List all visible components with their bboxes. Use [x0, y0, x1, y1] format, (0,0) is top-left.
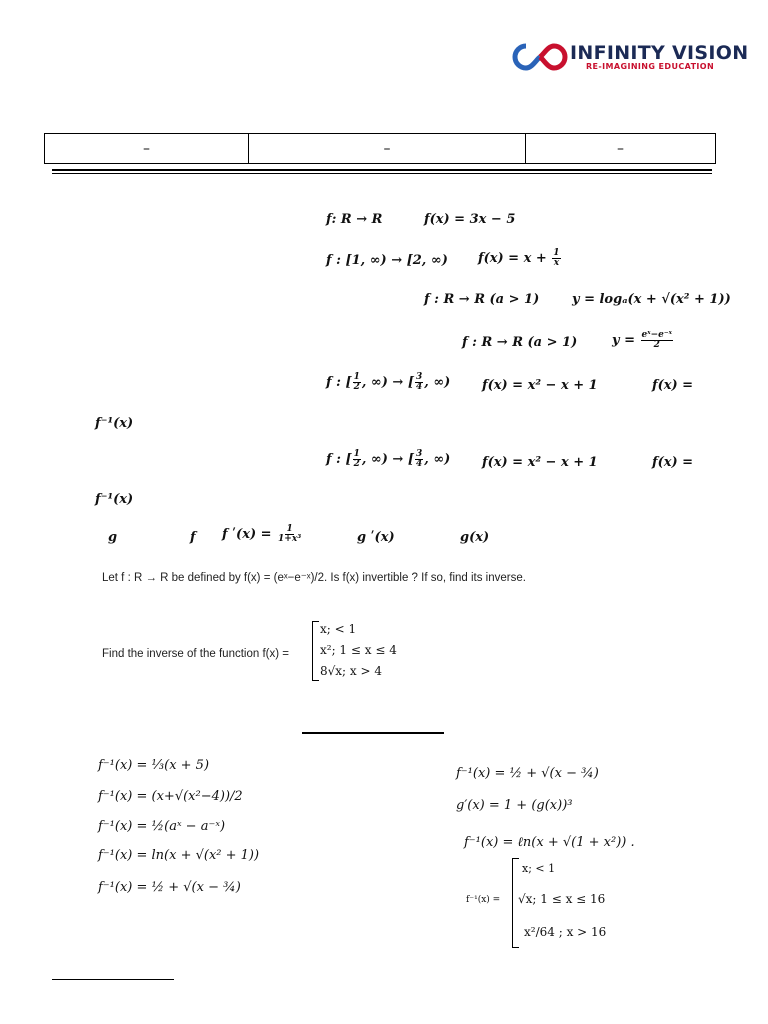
- q9-text: Find the inverse of the function f(x) =: [102, 648, 289, 660]
- q7-gprime: g ʹ(x): [357, 530, 395, 545]
- q6-tail: f(x) =: [652, 455, 694, 470]
- footnote-rule: [52, 979, 174, 980]
- q5-tail: f(x) =: [652, 378, 694, 393]
- q7-gx: g(x): [460, 530, 490, 545]
- answer-9-lhs: f⁻¹(x) =: [466, 895, 501, 905]
- infinity-vision-logo: [512, 40, 749, 76]
- q5-continuation: f⁻¹(x): [95, 416, 134, 431]
- q7-f: f: [190, 530, 196, 545]
- q8-text: Let f : R → R be defined by f(x) = (eˣ−e⁻ˣ)/2. Is f(x) invertible ? If so, find its inverse.: [102, 572, 526, 584]
- answers-heading-rule: [302, 732, 444, 734]
- q4-definition: y = $\frac{\text{eˣ−e⁻ˣ}}{2}$: [612, 330, 673, 350]
- answer-9-case: √x; 1 ≤ x ≤ 16: [518, 892, 606, 906]
- answer-6: f⁻¹(x) = ½ + √(x − ¾): [456, 766, 599, 781]
- logo-name: INFINITY VISION: [570, 42, 749, 64]
- q9-case: 8√x; x > 4: [320, 664, 382, 678]
- q1-map: f: R → R: [326, 212, 383, 227]
- q2-definition: f(x) = x + $\frac{1}{x}$: [478, 248, 560, 268]
- q1-definition: f(x) = 3x − 5: [424, 212, 516, 227]
- header-table: [44, 133, 716, 164]
- logo-tagline: RE-IMAGINING EDUCATION: [586, 62, 715, 71]
- answer-9-case: x²/64 ; x > 16: [524, 925, 607, 939]
- q5-definition: f(x) = x² − x + 1: [482, 378, 598, 393]
- answer-3: f⁻¹(x) = ½(aˣ − a⁻ˣ): [98, 819, 226, 834]
- infinity-logo-icon: [512, 42, 568, 72]
- answer-9-case: x; < 1: [522, 862, 556, 875]
- header-divider-thin: [52, 173, 712, 174]
- answer-2: f⁻¹(x) = (x+√(x²−4))/2: [98, 789, 243, 804]
- q9-brace: [312, 621, 319, 681]
- q5-map: f : [ $\frac{1}{2}$ , ∞) → [ $\frac{3}{4}$ , ∞): [326, 372, 451, 392]
- q4-map: f : R → R (a > 1): [462, 335, 578, 350]
- q9-case: x; < 1: [320, 622, 357, 636]
- answer-1: f⁻¹(x) = ⅓(x + 5): [98, 758, 210, 773]
- answer-8: f⁻¹(x) = ℓn(x + √(1 + x²)) .: [464, 835, 635, 850]
- answer-7: g′(x) = 1 + (g(x))³: [456, 798, 573, 813]
- header-cell: –: [45, 134, 249, 163]
- q6-map: f : [ $\frac{1}{2}$ , ∞) → [ $\frac{3}{4}$ , ∞): [326, 449, 451, 469]
- q7-g: g: [108, 530, 118, 545]
- header-divider: [52, 169, 712, 171]
- q2-map: f : [1, ∞) → [2, ∞): [326, 253, 448, 268]
- q6-definition: f(x) = x² − x + 1: [482, 455, 598, 470]
- answer-4: f⁻¹(x) = ln(x + √(x² + 1)): [98, 848, 260, 863]
- header-cell: –: [617, 140, 624, 157]
- header-cell: –: [249, 134, 526, 163]
- q7-fprime: f ʹ(x) = $\frac{1}{\text{1+x³}}$: [222, 524, 302, 544]
- q3-map: f : R → R (a > 1): [424, 292, 540, 307]
- q3-definition: y = logₐ(x + √(x² + 1)): [572, 292, 731, 307]
- answer-5: f⁻¹(x) = ½ + √(x − ¾): [98, 880, 241, 895]
- q6-continuation: f⁻¹(x): [95, 492, 134, 507]
- q9-case: x²; 1 ≤ x ≤ 4: [320, 643, 397, 657]
